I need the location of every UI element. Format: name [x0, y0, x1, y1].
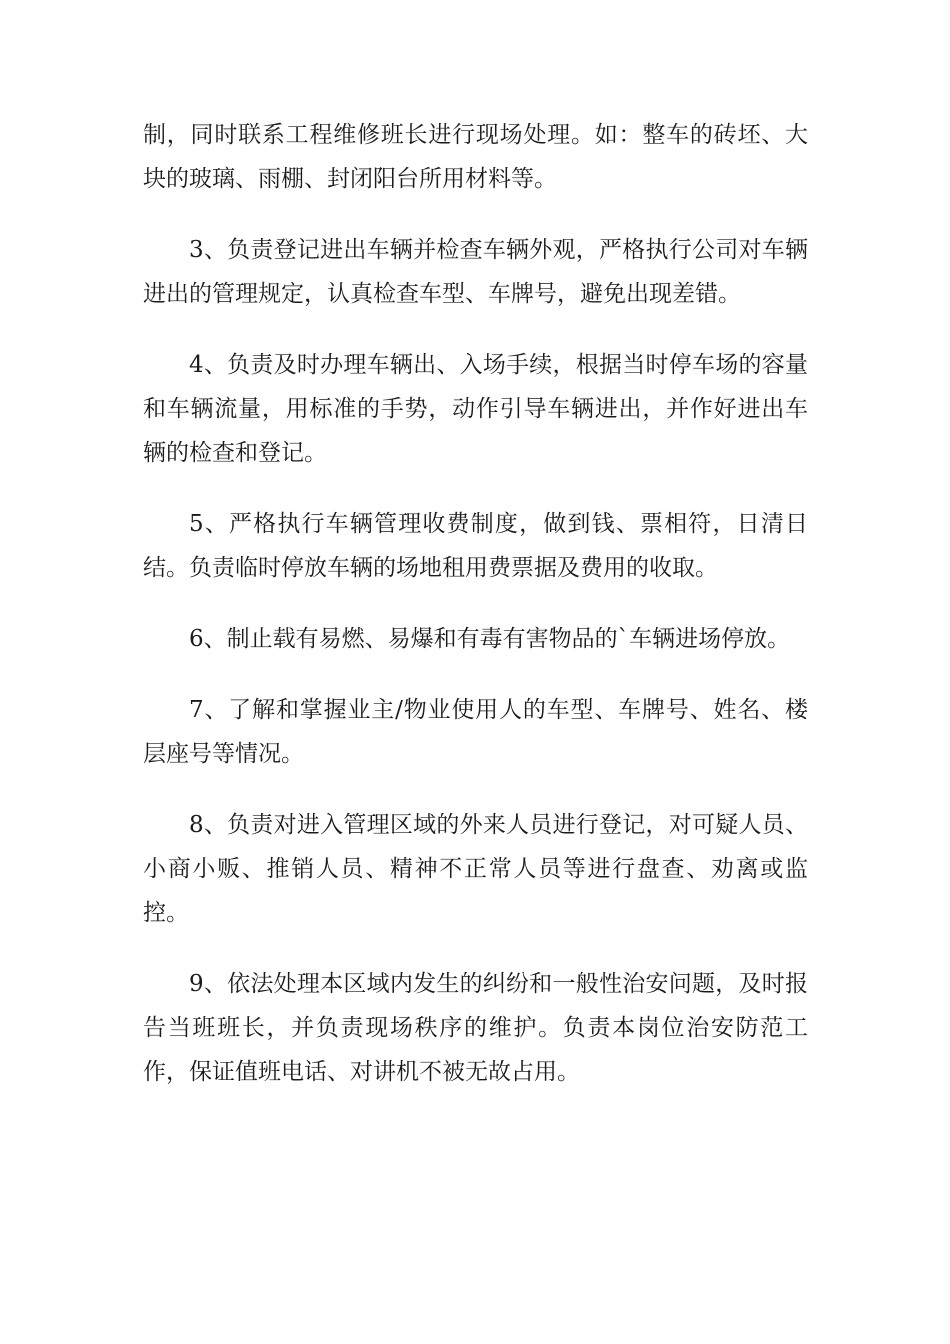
paragraph-item-5: 5、严格执行车辆管理收费制度，做到钱、票相符，日清日结。负责临时停放车辆的场地租用费票据及费用的收取。 — [143, 511, 808, 581]
paragraph-item-4: 4、负责及时办理车辆出、入场手续，根据当时停车场的容量和车辆流量，用标准的手势，动作引导车辆进出，并作好进出车辆的检查和登记。 — [143, 352, 808, 466]
paragraph-item-6: 6、制止载有易燃、易爆和有毒有害物品的`车辆进场停放。 — [189, 626, 791, 652]
document-body — [143, 113, 808, 1121]
paragraph-item-7: 7、了解和掌握业主/物业使用人的车型、车牌号、姓名、楼层座号等情况。 — [143, 697, 808, 767]
paragraph-item-9: 9、依法处理本区域内发生的纠纷和一般性治安问题，及时报告当班班长，并负责现场秩序的维护。负责本岗位治安防范工作，保证值班电话、对讲机不被无故占用。 — [143, 971, 808, 1085]
paragraph-item-8: 8、负责对进入管理区域的外来人员进行登记，对可疑人员、小商小贩、推销人员、精神不正常人员等进行盘查、劝离或监控。 — [143, 812, 808, 926]
paragraph-item-3: 3、负责登记进出车辆并检查车辆外观，严格执行公司对车辆进出的管理规定，认真检查车型、车牌号，避免出现差错。 — [143, 237, 808, 307]
paragraph-continuation: 制，同时联系工程维修班长进行现场处理。如：整车的砖坯、大块的玻璃、雨棚、封闭阳台所用材料等。 — [143, 122, 808, 192]
